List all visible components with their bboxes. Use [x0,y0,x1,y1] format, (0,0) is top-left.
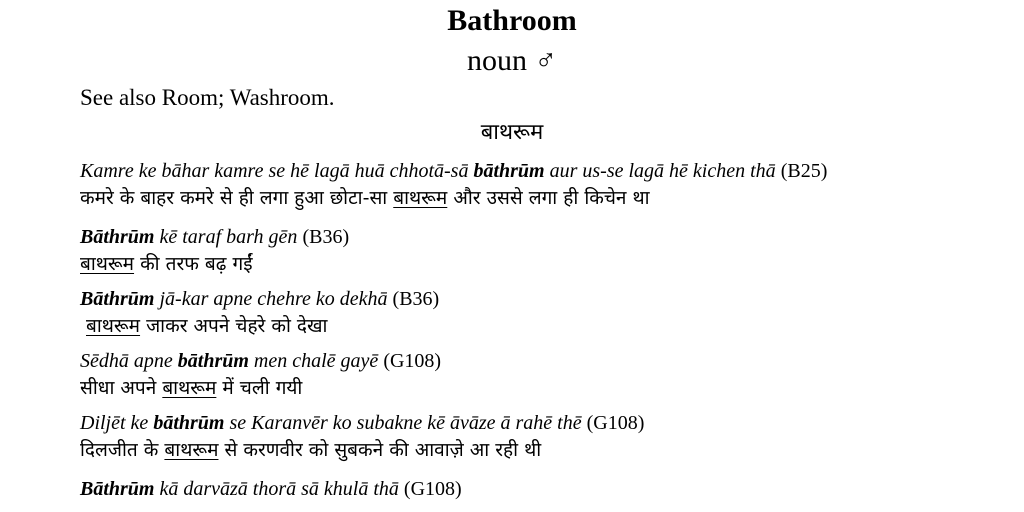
hindi-keyword: बाथरूम [162,377,217,399]
example-block [80,224,1010,278]
hindi-line [80,374,1010,402]
translit-keyword: bāthrūm [473,160,545,182]
translit-keyword: bāthrūm [177,350,249,372]
translit-text: Sēdhā apne [80,350,178,372]
hindi-text: दिलजीत के [80,439,165,461]
hindi-line [80,184,1010,212]
translit-keyword: Bāthrūm [80,288,155,310]
hindi-text: और उससे लगा ही किचेन था [447,187,650,209]
hindi-text: में चली गयी [216,377,303,399]
translit-text: jā-kar apne chehre ko dekhā [154,288,388,310]
transliteration-line [80,348,1010,374]
hindi-text: सीधा अपने [80,377,163,399]
hindi-text: जाकर अपने चेहरे को देखा [140,315,328,337]
translit-text: se Karanvēr ko subakne kē āvāze ā rahē thē [224,412,582,434]
translit-text: Kamre ke bāhar kamre se hē lagā huā chhotā-sā [80,160,474,182]
translit-keyword: Bāthrūm [80,226,155,248]
transliteration-line [80,286,1010,312]
example-block [80,348,1010,402]
entry-headword: Bathroom [447,4,577,37]
transliteration-line [80,158,1010,184]
example-block [80,410,1010,464]
hindi-line [80,436,1010,464]
translit-keyword: Bāthrūm [80,478,155,500]
hindi-keyword: बाथरूम [393,187,448,209]
hindi-text: की तरफ बढ़ गईं [134,253,253,275]
translit-text: aur us-se lagā hē kichen thā [544,160,776,182]
hindi-line [80,312,1010,340]
hindi-keyword: बाथरूम [80,253,135,275]
translit-text: kē taraf barh gēn [154,226,298,248]
hindi-keyword: बाथरूम [86,315,141,337]
transliteration-line [80,224,1010,250]
example-block [80,158,1010,212]
source-reference: (B25) [780,160,828,182]
hindi-line [80,250,1010,278]
hindi-text: से करणवीर को सुबकने की आवाज़े आ रही थी [218,439,542,461]
translit-text: men chalē gayē [248,350,379,372]
translit-text: Diljēt ke [80,412,154,434]
example-block [80,476,1010,502]
transliteration-line [80,476,1010,502]
hindi-text: कमरे के बाहर कमरे से ही लगा हुआ छोटा-सा [80,187,394,209]
hindi-keyword: बाथरूम [164,439,219,461]
transliteration-line [80,410,1010,436]
translit-keyword: bāthrūm [153,412,225,434]
source-reference: (B36) [392,288,440,310]
source-reference: (G108) [383,350,442,372]
source-reference: (G108) [403,478,462,500]
source-reference: (G108) [586,412,645,434]
part-of-speech: noun ♂ [467,44,557,77]
example-block [80,286,1010,340]
source-reference: (B36) [302,226,350,248]
translit-text: kā darvāzā thorā sā khulā thā [154,478,399,500]
see-also-note: See also Room; Washroom. [80,85,335,110]
hindi-headword: बाथरूम [480,120,544,145]
